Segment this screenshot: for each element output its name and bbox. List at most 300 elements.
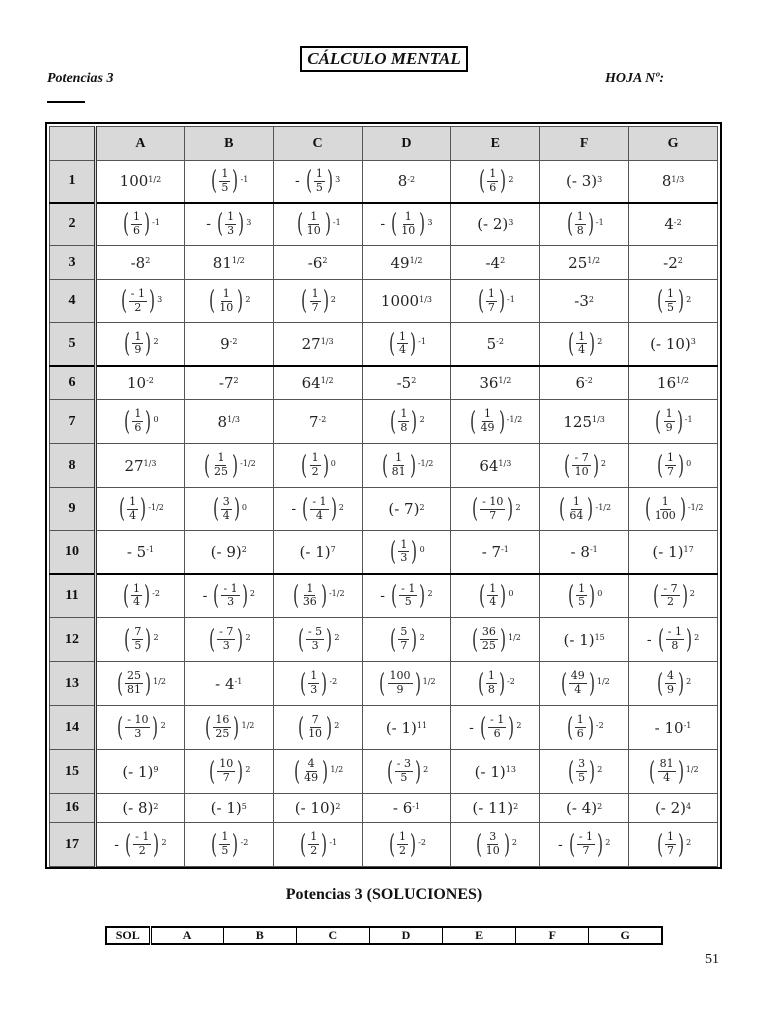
left-paren: ( [117,712,124,743]
exercise-cell [96,531,185,574]
exercise-cell [451,246,540,280]
fraction [310,288,321,314]
power-exponent: 0 [241,502,247,512]
power-expression [309,413,326,431]
fraction [306,714,324,740]
numerator: - 10 [127,713,149,727]
power-expression [119,288,163,314]
exercise-cell [96,488,185,531]
grid-row [50,574,718,618]
power-expression [477,580,514,611]
column-header-d: D [362,127,451,161]
power-expression [380,450,434,481]
exercise-cell [451,161,540,203]
exercise-cell [96,323,185,366]
exercise-cell [362,280,451,323]
power-exponent: 9 [153,765,159,774]
power-exponent: 2 [245,294,251,304]
power-exponent: 2 [233,376,239,386]
denominator: 3 [311,639,319,652]
exercise-cell [362,531,451,574]
denominator: 8 [576,223,584,237]
power-exponent: 1/2 [498,376,512,386]
exercise-cell [540,662,629,706]
grid-corner-cell [50,127,96,161]
power-base: -3 [574,292,589,310]
denominator: 3 [222,639,230,652]
fraction [666,626,684,652]
denominator: 7 [311,300,319,314]
power-exponent: -1 [501,545,509,555]
power-expression [121,580,160,611]
power-exponent: 2 [605,838,611,847]
grid-header-row [50,127,718,161]
left-paren: ( [302,494,309,524]
numerator: 7 [134,625,142,639]
fraction [486,288,497,314]
power-expression [203,712,255,743]
power-base: 7 [308,412,319,431]
denominator: 36 [302,595,317,609]
right-paren: ) [498,286,506,316]
power-base: 25 [568,253,588,272]
exercise-cell [96,794,185,823]
numerator: 1 [576,210,584,224]
right-paren: ) [144,209,151,240]
solutions-column-a: A [150,927,223,944]
power-expression [292,756,344,787]
numerator: - 3 [396,757,412,771]
left-paren: ( [211,829,218,860]
power-expression [211,799,247,817]
power-exponent: 1/3 [498,459,512,468]
exercise-cell [273,706,362,750]
exercise-cell [273,280,362,323]
exercise-cell [451,574,540,618]
exercise-cell [540,246,629,280]
power-exponent: 2 [322,256,328,265]
power-exponent: 1/3 [671,174,685,184]
denominator: 4 [574,683,582,696]
power-expression [477,166,514,197]
solutions-column-g: G [589,927,662,944]
power-expression [302,374,334,392]
power-base: (- 1) [652,542,684,561]
exercise-cell [362,323,451,366]
row-number: 16 [50,794,96,823]
left-paren: ( [568,829,575,860]
grid-row [50,246,718,280]
right-paren: ) [411,536,418,567]
leading-sign: - [646,631,652,648]
exercise-cell [184,706,273,750]
row-number: 11 [50,574,96,618]
right-paren: ) [321,668,328,699]
denominator: 4 [129,508,137,522]
exercise-cell [629,662,718,706]
exercise-cell [629,246,718,280]
left-paren: ( [656,286,663,316]
power-base: 27 [301,334,321,353]
numerator: 1 [666,451,674,465]
exercise-cell [362,400,451,444]
exercise-cell [629,203,718,246]
power-exponent: 1/2 [153,677,167,686]
exercise-cell [96,750,185,794]
right-paren: ) [676,406,683,437]
grid-row [50,618,718,662]
power-exponent: 0 [419,545,425,555]
fraction [576,583,587,609]
power-expression [557,496,611,522]
power-base: 125 [563,412,593,431]
left-paren: ( [471,624,478,655]
power-expression [115,668,167,699]
numerator: 1 [311,286,319,300]
right-paren: ) [411,406,418,437]
fraction [487,583,498,609]
right-paren: ) [232,450,239,481]
power-expression [114,829,167,860]
power-exponent: -1/2 [328,589,345,599]
exercise-cell [273,323,362,366]
power-exponent: -1/2 [148,502,164,512]
exercise-cell [362,444,451,488]
power-expression [381,292,432,310]
fraction [480,626,498,652]
exercise-cell [96,366,185,400]
solutions-column-b: B [223,927,296,944]
power-expression [479,374,511,392]
power-exponent: -1 [152,217,160,227]
exercise-cell [184,246,273,280]
fraction [665,452,676,478]
power-exponent: 2 [153,337,159,347]
right-paren: ) [499,624,506,655]
exercise-cell [96,574,185,618]
sheet-number-label: HOJA Nº: [605,71,665,86]
power-exponent: 0 [330,459,336,468]
power-expression [219,374,239,392]
power-base: 16 [657,373,677,392]
left-paren: ( [381,450,388,481]
exercise-cell [184,280,273,323]
exercise-cell [184,750,273,794]
right-paren: ) [152,712,159,743]
exercise-cell [540,706,629,750]
denominator: 7 [487,300,495,314]
right-paren: ) [507,494,514,524]
numerator: 1 [222,286,230,300]
power-expression [479,457,511,475]
power-exponent: 2 [513,801,519,811]
denominator: 2 [666,595,674,609]
power-exponent: 2 [588,294,594,304]
left-paren: ( [297,712,305,743]
numerator: 1 [578,581,586,595]
numerator: 1 [484,407,491,421]
power-exponent: 0 [686,459,692,468]
right-paren: ) [589,580,596,611]
right-paren: ) [237,756,244,787]
fraction [127,496,138,522]
fraction [576,758,587,784]
solutions-header-row [106,927,662,944]
right-paren: ) [409,450,416,481]
power-expression [202,580,255,611]
power-expression [470,624,521,655]
power-exponent: 2 [597,801,603,811]
fraction [484,831,502,857]
grid-row [50,323,718,366]
power-expression [388,624,425,655]
left-paren: ( [213,580,220,611]
exercise-cell [362,574,451,618]
power-expression [655,450,692,481]
power-exponent: 13 [505,765,516,774]
right-paren: ) [678,450,685,481]
power-expression [566,799,602,817]
power-exponent: 2 [686,294,692,304]
power-expression [557,829,611,860]
power-expression [566,756,603,787]
power-expression [565,712,604,743]
power-base: (- 1) [210,799,242,817]
exercise-cell [362,488,451,531]
left-paren: ( [301,450,308,481]
power-expression [487,335,504,353]
power-expression [302,335,334,353]
numerator: 4 [307,757,315,771]
power-expression [574,292,594,310]
power-expression [655,799,691,817]
numerator: 1 [400,407,408,421]
exercise-cell [540,794,629,823]
denominator: 5 [578,595,586,609]
right-paren: ) [145,624,152,655]
leading-sign: - [206,216,211,233]
exercise-cell [451,662,540,706]
numerator: 1 [221,830,229,844]
power-expression [397,374,417,392]
denominator: 2 [311,465,319,478]
column-header-f: F [540,127,629,161]
power-expression [655,719,692,737]
right-paren: ) [589,756,596,787]
power-expression [477,215,513,233]
exercise-cell [629,366,718,400]
denominator: 8 [487,683,495,696]
denominator: 5 [134,639,142,652]
power-expression [657,374,689,392]
power-exponent: 1/3 [320,337,334,347]
fraction [397,831,408,857]
exercise-cell [184,531,273,574]
power-base: 8 [217,412,228,431]
grid-row [50,203,718,246]
power-expression [295,209,341,240]
power-expression [124,457,156,475]
left-paren: ( [644,494,651,524]
power-exponent: 3 [246,217,252,227]
exercise-cell [629,574,718,618]
numerator: 1 [572,494,580,508]
power-expression [571,543,598,561]
power-exponent: 17 [683,545,694,555]
power-exponent: 5 [241,801,247,811]
row-number: 2 [50,203,96,246]
denominator: 10 [574,465,589,478]
fraction [569,670,587,696]
left-paren: ( [566,712,573,743]
right-paren: ) [326,624,333,655]
left-paren: ( [390,624,397,655]
power-expression [295,166,341,197]
numerator: 1 [129,494,137,508]
left-paren: ( [124,406,131,437]
column-header-c: C [273,127,362,161]
power-exponent: 2 [245,765,251,774]
power-expression [213,254,245,272]
power-expression [296,712,340,743]
right-paren: ) [410,328,417,359]
right-paren: ) [153,829,160,860]
exercise-cell [184,400,273,444]
left-paren: ( [479,166,486,197]
power-expression [295,799,341,817]
power-expression [291,580,345,611]
power-expression [122,624,159,655]
right-paren: ) [237,286,244,316]
denominator: 7 [666,465,674,478]
denominator: 5 [221,180,229,194]
left-paren: ( [567,328,575,359]
exercise-cell [629,161,718,203]
grid-row [50,400,718,444]
right-paren: ) [238,209,245,240]
power-exponent: 2 [160,721,166,730]
power-base: 6 [575,373,586,392]
power-exponent: -1 [332,217,341,227]
numerator: 1 [310,830,318,844]
denominator: 7 [222,771,230,784]
left-paren: ( [390,406,397,437]
fraction [212,452,230,478]
exercise-cell [184,161,273,203]
power-expression [559,668,610,699]
numerator: - 10 [482,494,504,508]
power-expression [127,543,154,561]
power-exponent: 2 [686,838,692,847]
denominator: 8 [400,421,408,434]
left-paren: ( [122,580,129,611]
leading-sign: - [114,836,119,853]
power-exponent: 2 [335,801,341,811]
power-expression [380,580,433,611]
left-paren: ( [656,668,663,699]
numerator: 4 [666,669,674,683]
exercise-cell [540,618,629,662]
exercise-cell [540,161,629,203]
power-exponent: 2 [427,589,433,599]
grid-row [50,488,718,531]
power-exponent: 1/2 [508,633,521,642]
leading-sign: - [295,173,300,190]
left-paren: ( [391,580,398,611]
exercise-cell [273,444,362,488]
power-base: (- 2) [654,799,687,817]
left-paren: ( [296,209,303,240]
denominator: 4 [663,771,671,784]
power-exponent: 3 [690,337,696,347]
power-expression [131,254,151,272]
exercise-cell [540,750,629,794]
fraction [653,496,678,522]
power-base: - 6 [392,799,413,817]
right-paren: ) [589,328,596,359]
right-paren: ) [324,209,331,240]
power-exponent: -2 [595,721,604,730]
fraction [398,539,409,565]
exercise-cell [362,662,451,706]
left-paren: ( [560,668,567,699]
fraction [217,758,235,784]
power-expression [663,254,683,272]
exercise-cell [362,706,451,750]
fraction [665,831,676,857]
right-paren: ) [681,580,688,611]
fraction [399,583,417,609]
denominator: 4 [133,595,141,609]
exercise-cell [629,488,718,531]
power-expression [470,496,521,522]
fraction [132,626,143,652]
right-paren: ) [419,580,426,611]
power-expression [475,763,516,781]
row-number: 4 [50,280,96,323]
denominator: 5 [578,771,586,784]
exercise-cell [184,574,273,618]
power-base: (- 9) [210,542,242,561]
numerator: 1 [666,830,674,844]
denominator: 6 [489,180,497,194]
fraction [125,714,150,740]
power-exponent: 2 [677,256,683,265]
denominator: 10 [306,223,321,237]
grid-row [50,706,718,750]
fraction [308,831,319,857]
numerator: 1 [487,286,495,300]
power-exponent: 2 [161,838,167,847]
power-base: 9 [220,334,230,353]
right-paren: ) [330,494,337,524]
exercise-cell [96,400,185,444]
power-base: (- 2) [477,215,509,234]
power-exponent: -2 [585,376,593,386]
fraction [567,496,585,522]
fraction [131,583,142,609]
power-expression [122,763,158,781]
right-paren: ) [233,494,240,524]
denominator: 3 [400,551,408,565]
power-exponent: -2 [496,337,504,347]
power-expression [211,543,247,561]
numerator: 1 [487,669,495,683]
power-expression [647,756,699,787]
power-exponent: -2 [673,217,682,227]
power-base: (- 1) [474,762,506,781]
power-expression [298,668,338,699]
